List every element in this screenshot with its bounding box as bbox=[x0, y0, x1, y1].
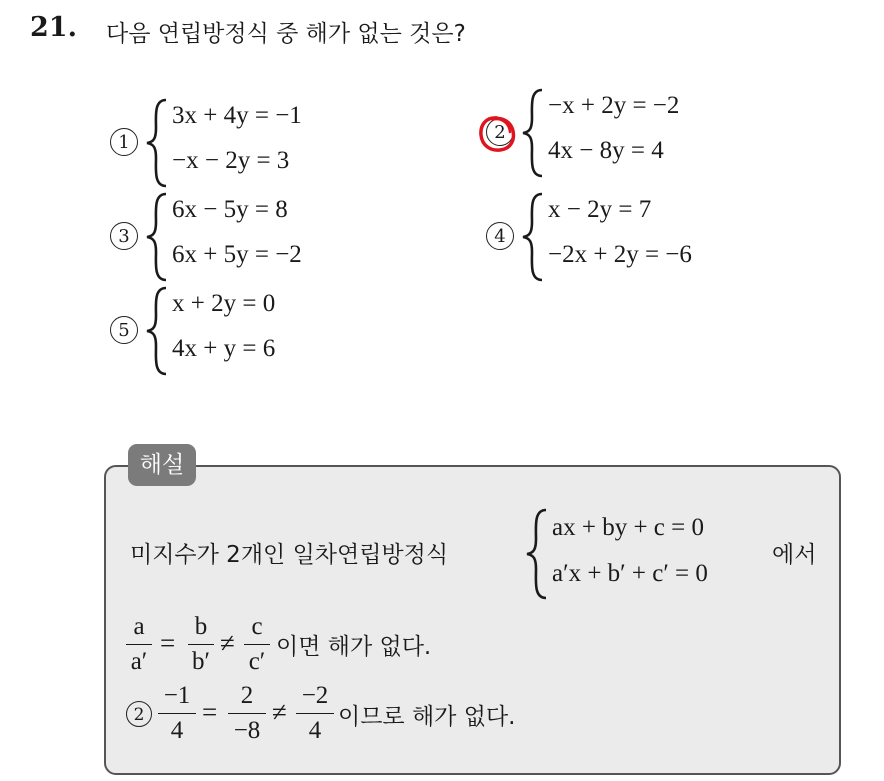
numerator: a bbox=[133, 613, 145, 640]
question-text: 다음 연립방정식 중 해가 없는 것은? bbox=[106, 21, 466, 47]
left-brace-icon bbox=[144, 192, 170, 282]
denominator: 4 bbox=[308, 717, 322, 744]
fraction-b bbox=[188, 612, 214, 677]
option-number: 2 bbox=[486, 118, 514, 146]
denominator: b′ bbox=[192, 648, 210, 675]
left-brace-icon bbox=[144, 98, 170, 188]
question-number: 21. bbox=[30, 12, 77, 43]
equation-2: 6x + 5y = −2 bbox=[172, 241, 302, 268]
not-equal-sign: ≠ bbox=[272, 697, 287, 727]
left-brace-icon bbox=[520, 192, 546, 282]
equation-2: 4x + y = 6 bbox=[172, 335, 276, 362]
equals-sign: = bbox=[160, 628, 176, 658]
fraction-2 bbox=[228, 681, 266, 746]
left-brace-icon bbox=[144, 286, 170, 376]
denominator: c′ bbox=[248, 648, 266, 675]
solution-line1-text: 미지수가 2개인 일차연립방정식 bbox=[130, 542, 449, 568]
solution-tab: 해설 bbox=[128, 444, 196, 486]
answer-number: 2 bbox=[126, 701, 152, 727]
option-number: 3 bbox=[110, 222, 138, 250]
system-equation-1: ax + by + c = 0 bbox=[552, 514, 704, 541]
system-equation-2: a′x + b′ + c′ = 0 bbox=[552, 560, 708, 587]
answer-circle-icon bbox=[476, 113, 518, 155]
fraction-3 bbox=[296, 681, 334, 746]
equals-sign: = bbox=[202, 697, 218, 727]
equation-2: −2x + 2y = −6 bbox=[548, 241, 692, 268]
fraction-a bbox=[126, 612, 152, 677]
numerator: −1 bbox=[163, 682, 191, 709]
denominator: a′ bbox=[130, 648, 148, 675]
fraction-1 bbox=[158, 681, 196, 746]
left-brace-icon bbox=[520, 88, 546, 178]
numerator: c bbox=[251, 613, 263, 640]
left-brace-icon bbox=[524, 508, 550, 600]
equation-1: 6x − 5y = 8 bbox=[172, 196, 288, 223]
equation-1: x − 2y = 7 bbox=[548, 196, 652, 223]
option-number: 5 bbox=[110, 316, 138, 344]
equation-1: 3x + 4y = −1 bbox=[172, 102, 302, 129]
numerator: b bbox=[194, 613, 208, 640]
equation-1: x + 2y = 0 bbox=[172, 290, 276, 317]
denominator: 4 bbox=[170, 717, 184, 744]
fraction-c bbox=[244, 612, 270, 677]
equation-2: −x − 2y = 3 bbox=[172, 147, 290, 174]
numerator: 2 bbox=[240, 682, 254, 709]
option-number: 1 bbox=[110, 128, 138, 156]
condition-suffix: 이면 해가 없다. bbox=[276, 634, 432, 660]
numerator: −2 bbox=[301, 682, 329, 709]
solution-line1-suffix: 에서 bbox=[772, 542, 817, 568]
denominator: −8 bbox=[233, 717, 261, 744]
answer-suffix: 이므로 해가 없다. bbox=[338, 704, 516, 730]
equation-2: 4x − 8y = 4 bbox=[548, 137, 664, 164]
not-equal-sign: ≠ bbox=[220, 628, 235, 658]
equation-1: −x + 2y = −2 bbox=[548, 92, 680, 119]
option-number: 4 bbox=[486, 222, 514, 250]
